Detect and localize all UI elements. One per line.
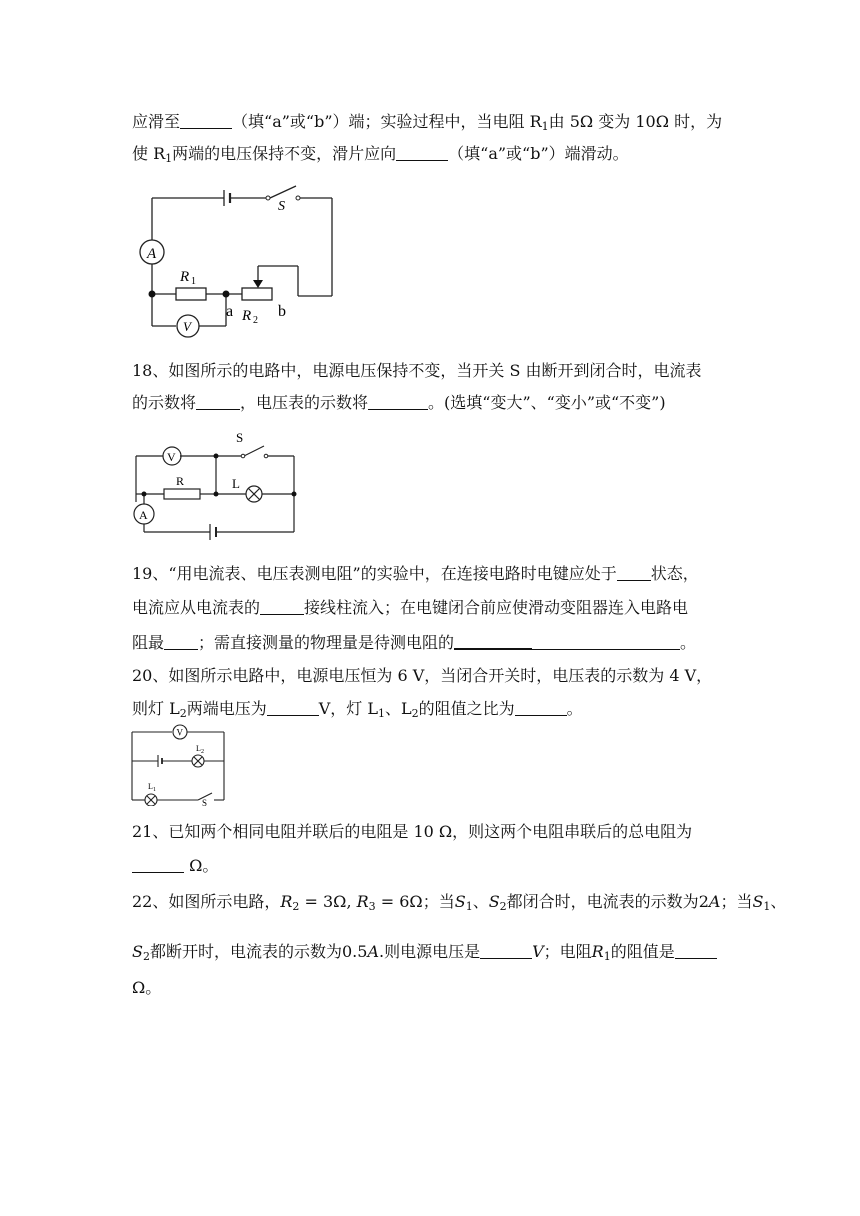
lamp-label: L bbox=[232, 476, 240, 491]
q17-circuit-diagram bbox=[132, 180, 342, 340]
ammeter-label: A bbox=[139, 508, 148, 522]
q19-blank1[interactable] bbox=[617, 564, 651, 581]
q20-line2: 则灯 $L_2$两端电压为 V，灯 $L_1$、$L_2$的阻值之比为 。 bbox=[132, 699, 583, 720]
q19-blank4b[interactable] bbox=[532, 633, 680, 650]
q19-line1: 19、“用电流表、电压表测电阻”的实验中，在连接电路时电键应处于 状态， bbox=[132, 564, 699, 583]
q17-blank2[interactable] bbox=[396, 144, 448, 161]
q21-line1: 21、已知两个相同电阻并联后的电阻是 10 Ω，则这两个电阻串联后的总电阻为 bbox=[132, 822, 693, 841]
q22-line3: Ω。 bbox=[132, 978, 162, 997]
q18-circuit-diagram bbox=[130, 428, 302, 552]
q18-blank2[interactable] bbox=[368, 393, 428, 410]
q20-line1: 20、如图所示电路中，电源电压恒为 6 V，当闭合开关时，电压表的示数为 4 V， bbox=[132, 666, 713, 685]
switch-s-lever bbox=[270, 186, 296, 198]
svg-text:1: 1 bbox=[153, 787, 156, 793]
slider-arrow-icon bbox=[253, 280, 263, 288]
q17-line1: 应滑至 （填“a”或“b”）端；实验过程中，当电阻 $R_1$由 5Ω 变为 10Ω 时，为 bbox=[132, 112, 723, 133]
q20-blank2[interactable] bbox=[515, 699, 567, 716]
r1-label: R bbox=[180, 269, 190, 285]
resistor-r-icon bbox=[164, 489, 200, 499]
resistor-r1-icon bbox=[176, 288, 206, 300]
svg-text:2: 2 bbox=[201, 749, 204, 755]
lamp-l2-label: L bbox=[196, 744, 201, 753]
voltmeter-label: V bbox=[183, 319, 191, 334]
q21-blank[interactable] bbox=[132, 856, 184, 873]
q19-blank2[interactable] bbox=[260, 598, 304, 615]
resistor-label: R bbox=[176, 474, 185, 488]
q22-line2: $S_2$都断开时，电流表的示数为0.5A.则电源电压是 V；电阻$R_1$的阻值是 bbox=[132, 942, 717, 967]
q18-blank1[interactable] bbox=[196, 393, 240, 410]
ammeter-label: A bbox=[147, 246, 157, 262]
q22-line1: 22、如图所示电路，$R_2 = 3\Omega$, $R_3 = 6\Omega$；当$S_1$、$S_2$都闭合时，电流表的示数为2A；当$S_1$、 bbox=[132, 892, 787, 913]
voltmeter-label: V bbox=[176, 727, 183, 738]
svg-text:1: 1 bbox=[191, 276, 196, 287]
switch-label: S bbox=[236, 430, 244, 445]
q19-line2: 电流应从电流表的 接线柱流入；在电键闭合前应使滑动变阻器连入电路电 bbox=[132, 598, 689, 617]
switch-label: S bbox=[278, 199, 285, 214]
switch-label: S bbox=[202, 798, 208, 806]
svg-text:2: 2 bbox=[253, 315, 258, 326]
q17-blank1[interactable] bbox=[180, 112, 232, 129]
point-a-label: a bbox=[226, 303, 234, 320]
q17-line2: 使 $R_1$两端的电压保持不变，滑片应向 （填“a”或“b”）端滑动。 bbox=[132, 144, 629, 165]
q18-line2: 的示数将 ，电压表的示数将 。(选填“变大”、“变小”或“不变”) bbox=[132, 393, 666, 412]
rheostat-r2-icon bbox=[242, 288, 272, 300]
lamp-l1-label: L bbox=[148, 782, 153, 791]
q19-blank3[interactable] bbox=[164, 633, 198, 650]
q22-blank2[interactable] bbox=[675, 942, 717, 959]
q22-blank1[interactable] bbox=[480, 942, 532, 959]
point-b-label: b bbox=[278, 303, 286, 320]
q19-line3: 阻最 ；需直接测量的物理量是待测电阻的 。 bbox=[132, 633, 697, 652]
q20-circuit-diagram bbox=[128, 724, 228, 806]
q20-blank1[interactable] bbox=[267, 699, 319, 716]
voltmeter-label: V bbox=[167, 450, 176, 464]
q19-blank4a[interactable] bbox=[454, 632, 532, 650]
q18-line1: 18、如图所示的电路中，电源电压保持不变，当开关 S 由断开到闭合时，电流表 bbox=[132, 361, 702, 380]
switch-s-lever bbox=[244, 446, 264, 456]
r2-label: R bbox=[242, 308, 252, 324]
q21-line2: Ω。 bbox=[132, 856, 218, 876]
